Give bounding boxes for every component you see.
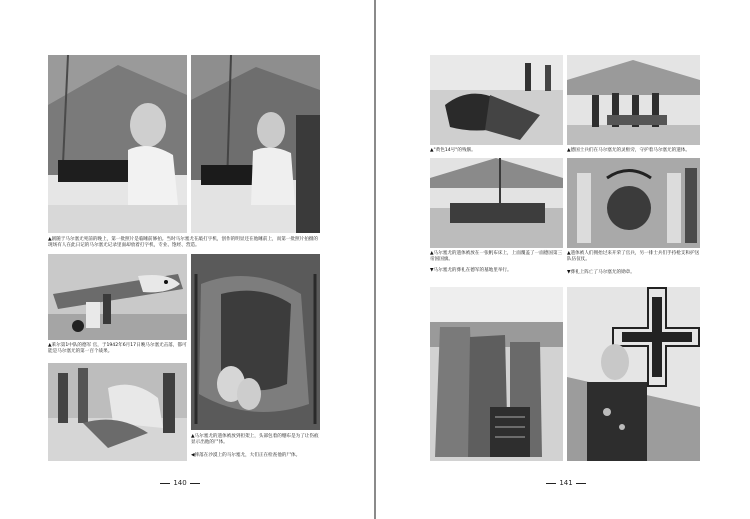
photo-desert [48,363,187,461]
photo-funeral-crowd [430,287,563,461]
photo-typewriter-2 [191,55,320,233]
photo-wreck [430,55,563,145]
page-number-left-text: 140 [173,479,187,487]
page-number-right [536,479,596,487]
caption-plane: ▲莱尔第1中队的德军 官，于1942年6月17日晚马尔塞尤击落，都可能是马尔塞尤的第一百个战果。 [48,343,187,355]
caption-coffin-2: ▼马尔塞尤的葬礼在德军的墓地里举行。 [430,268,512,273]
photo-tent [567,55,700,145]
photo-portrait-flag [567,287,700,461]
caption-wreck: ▲"黄色14号"的残骸。 [430,148,476,153]
page-number-right-text: 141 [559,479,573,487]
caption-desert: ◀摔落在沙漠上的马尔塞尤，大们正在检查他的尸体。 [191,453,301,458]
photo-plane [48,254,187,340]
left-page [0,0,374,519]
photo-honor-guard [567,158,700,248]
photo-body [191,254,320,430]
caption-body: ▲马尔塞尤的遗体被放到担架上，头部包着的绷布是为了让伤痕显示出他的尸体。 [191,434,319,446]
caption-honor: ▲遗体被人们拥抬过来开荣了官兵，另一排士兵们手持枪支和护送队伍仪仗。 [567,251,700,263]
caption-funeral: ▼葬礼上阵亡了马尔塞尤的勋章。 [567,270,635,275]
page-number-left [150,479,210,487]
caption-typewriter: ▲剧随于马尔塞尤死前的晚上，第一批照片是临睡前修拍。当时马尔塞尤在敲打字机，创作的明显还在他睡前上，而第一批照片拍摄的现场有人在此日记的马尔塞尤记录里面却放着打字机，专业、饱经、营造。 [48,237,318,249]
caption-coffin: ▲马尔塞尤的遗体被放在一张帆布床上，上面覆盖了一面德国第三帝国国旗。 [430,251,563,263]
photo-coffin [430,158,563,248]
photo-typewriter [48,55,187,233]
caption-tent: ▲德国士兵们在马尔塞尤的灵柩旁，守护着马尔塞尤的遗体。 [567,148,690,153]
right-page [376,0,750,519]
